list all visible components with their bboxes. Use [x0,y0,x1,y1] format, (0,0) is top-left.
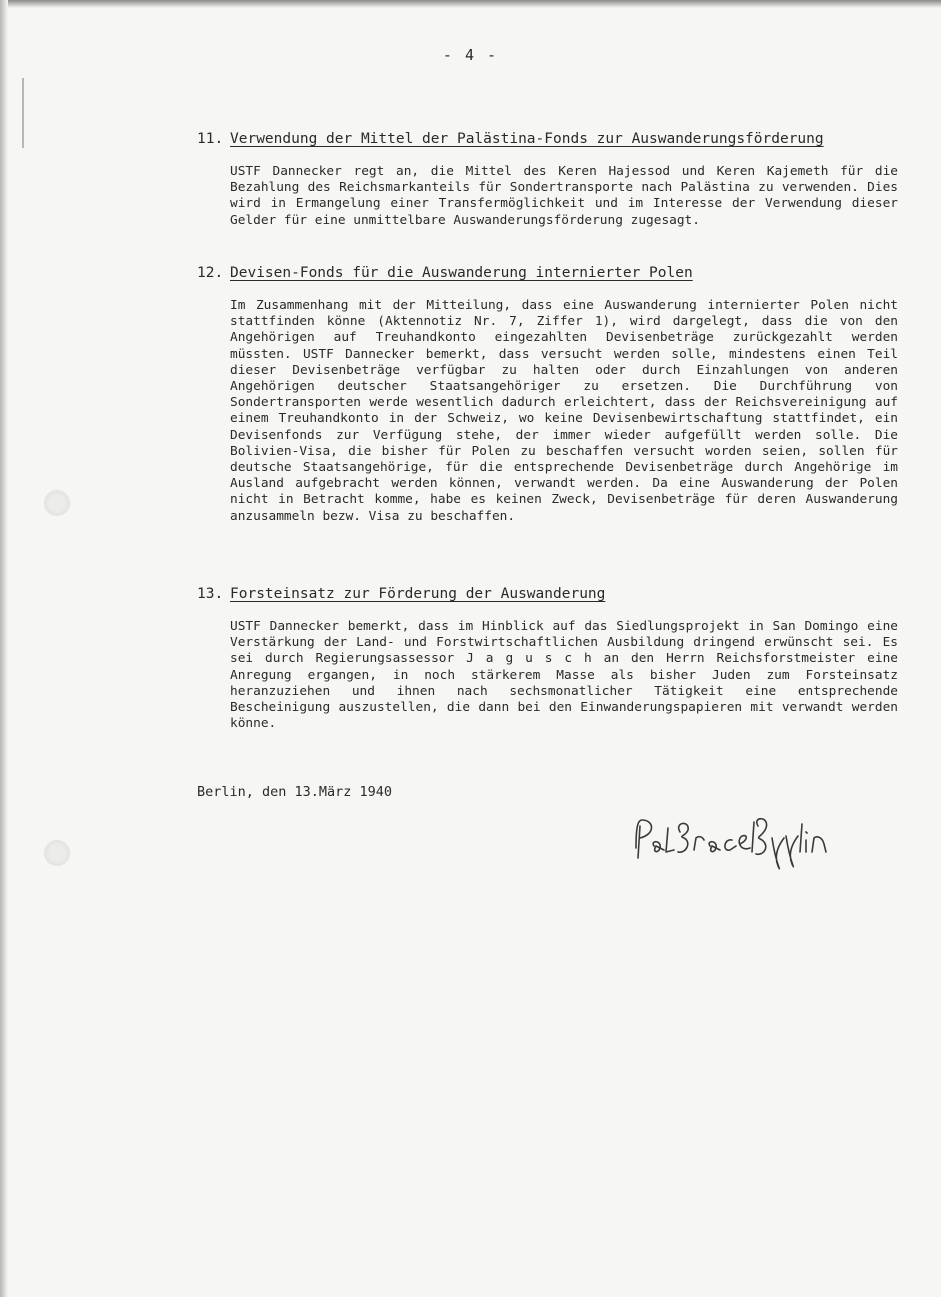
section-title: Verwendung der Mittel der Palästina-Fonds zur Auswanderungsförderung [230,131,824,147]
section-title: Devisen-Fonds für die Auswanderung internierter Polen [230,265,693,281]
section-heading [197,130,912,148]
punch-hole-upper [44,490,70,516]
punch-hole-lower [44,840,70,866]
place-date: Berlin, den 13.März 1940 [197,784,393,800]
page-number: - 4 - [442,46,499,64]
section-13 [197,585,912,732]
fold-mark [22,78,24,148]
section-number: 11. [197,131,224,147]
section-number: 12. [197,265,224,281]
section-heading [197,585,912,603]
section-11 [197,130,912,229]
section-body: USTF Dannecker regt an, die Mittel des Keren Hajessod und Keren Kajemeth für die Bezahlung des Reichsmarkanteils für Sondertransporte nach Palästina zu verwenden. Dies wird in Ermangelung einer Transfermöglichkeit und im Interesse der Verwendung dieser Gelder für eine unmittelbare Auswanderungsförderung zugesagt. [230,164,906,228]
section-title: Forsteinsatz zur Förderung der Auswanderung [230,586,606,602]
section-12 [197,264,912,525]
section-number: 13. [197,586,224,602]
handwritten-signature [628,806,848,876]
section-body: USTF Dannecker bemerkt, dass im Hinblick auf das Siedlungsprojekt in San Domingo eine Verstärkung der Land- und Forstwirtschaftlichen Ausbildung dringend erwünscht sei. Es sei durch Regierungsassessor J a g u s c h an den Herrn Reichsforstmeister eine Anregung ergangen, in noch stärkerem Masse als bisher Juden zum Forsteinsatz heranzuziehen und ihnen nach sechsmonatlicher Tätigkeit eine entsprechende Bescheinigung auszustellen, die dann bei den Einwanderungspapieren mit verwandt werden könne. [230,619,906,732]
scan-edge-top [0,0,941,8]
section-heading [197,264,912,282]
section-body: Im Zusammenhang mit der Mitteilung, dass eine Auswanderung internierter Polen nicht stattfinden könne (Aktennotiz Nr. 7, Ziffer 1), wird dargelegt, dass die von den Angehörigen auf Treuhandkonto eingezahlten Devisenbeträge zurückgezahlt werden müssten. USTF Dannecker bemerkt, dass versucht werden solle, mindestens einen Teil dieser Devisenbeträge verfügbar zu halten oder durch Einzahlungen von anderen Angehörigen deutscher Staatsangehöriger zu ersetzen. Die Durchführung von Sondertransporten werde wesentlich dadurch erleichtert, dass der Reichsvereinigung auf einem Treuhandkonto in der Schweiz, wo keine Devisenbewirtschaftung stattfindet, ein Devisenfonds zur Verfügung stehe, der immer wieder aufgefüllt werden solle. Die Bolivien-Visa, die bisher für Polen zu beschaffen versucht worden seien, sollen für deutsche Staatsangehörige, für die entsprechende Devisenbeträge durch Angehörige im Ausland aufgebracht werden können, verwandt werden. Da eine Auswanderung der Polen nicht in Betracht komme, habe es keinen Zweck, Devisenbeträge für deren Auswanderung anzusammeln bezw. Visa zu beschaffen. [230,298,906,524]
scan-edge-left [0,0,8,1297]
